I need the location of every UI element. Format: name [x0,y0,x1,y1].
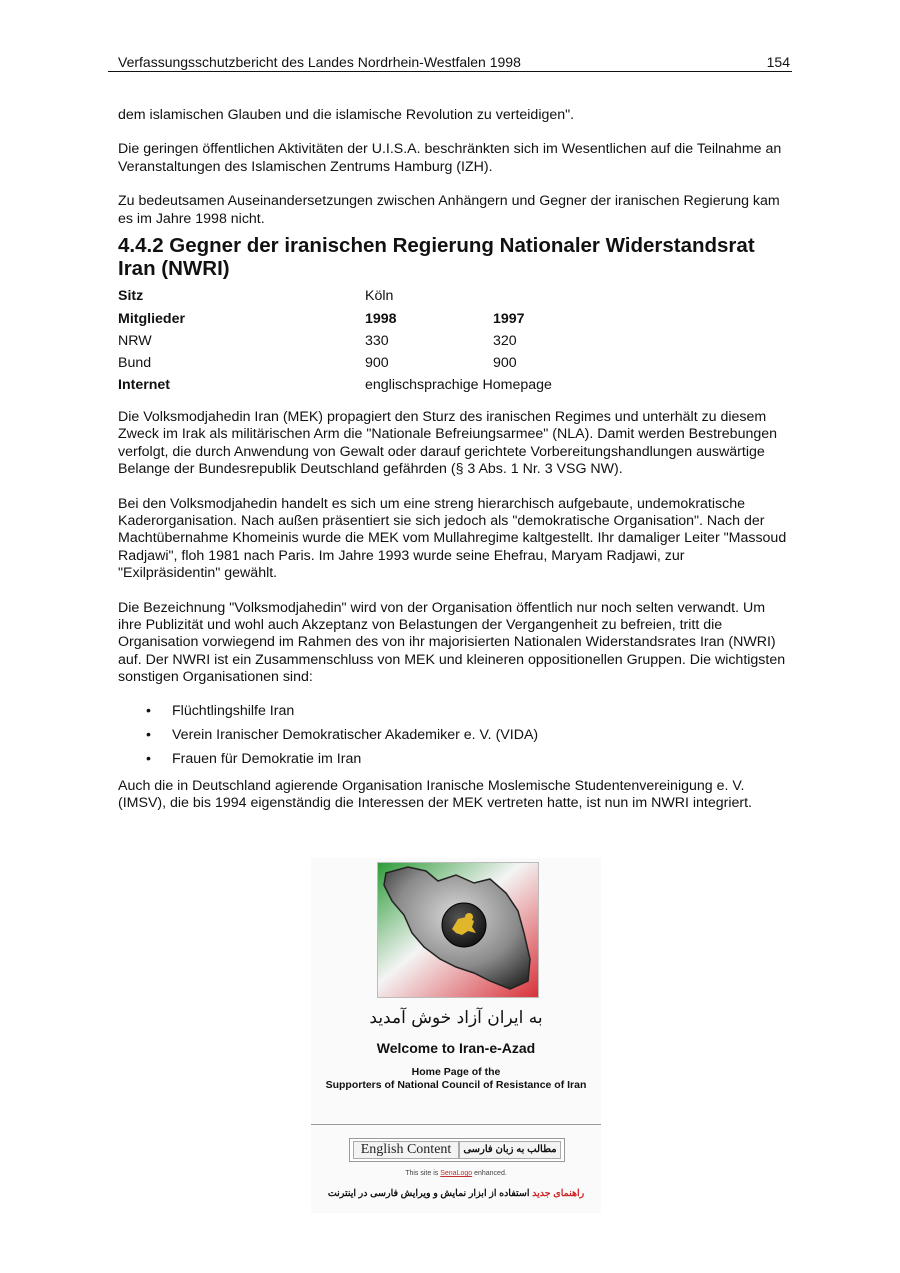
bund-1997-value: 900 [493,354,517,371]
paragraph: Die Bezeichnung "Volksmodjahedin" wird von der Organisation öffentlich nur noch selten verwandt. Um ihre Publizität und wohl auch Akzeptanz von Belastungen der Vergangenheit zu befreien, tritt die Organisation vorwiegend im Rahmen des von ihr majorisierten Nationalen Widerstandsrates Iran (NWRI) auf. Der NWRI ist ein Zusammenschluss von MEK und kleineren oppositionellen Gruppen. Die wichtigsten sonstigen Organisationen sind: [118,599,786,686]
paragraph: Die Volksmodjahedin Iran (MEK) propagiert den Sturz des iranischen Regimes und unterhält zu diesem Zweck im Irak als militärischen Arm die "Nationale Befreiungsarmee" (NLA). Damit werden Bestrebungen verfolgt, die durch Anwendung von Gewalt oder darauf gerichtete Vorbereitungshandlungen auswärtige Belange der Bundesrepublik Deutschland gefährden (§ 3 Abs. 1 Nr. 3 VSG NW). [118,408,778,478]
page-number: 154 [766,54,790,70]
enhanced-suffix: enhanced. [474,1170,507,1177]
nrw-1997-value: 320 [493,332,517,349]
guide-text: استفاده از ابزار نمایش و ویرایش فارسی در اینترنت [327,1188,530,1199]
mitglieder-label: Mitglieder [118,310,186,327]
persian-guide-line [311,1188,601,1199]
sitz-label: Sitz [118,288,144,305]
enhanced-prefix: This site is [405,1170,439,1177]
sitz-value: Köln [365,288,394,305]
bullet: • [146,702,151,719]
iran-map-logo [377,862,539,998]
english-content-button[interactable]: English Content [353,1141,459,1159]
homepage-line: Supporters of National Council of Resistance of Iran [325,1079,587,1091]
internet-value: englischsprachige Homepage [365,377,552,394]
list-item [118,747,790,771]
year-1997-header: 1997 [493,310,525,327]
persian-welcome-text: به ایران آزاد خوش آمدید [369,1008,543,1028]
new-guide-link[interactable]: راهنمای جدید [532,1188,585,1199]
language-button-bar [349,1138,565,1162]
divider [311,1124,601,1125]
list-item-text: Frauen für Demokratie im Iran [172,750,362,767]
persian-content-button[interactable]: مطالب به زبان فارسی [459,1141,561,1159]
table-row [118,353,693,375]
bullet: • [146,750,151,767]
list-item [118,723,790,747]
paragraph: Die geringen öffentlichen Aktivitäten der U.I.S.A. beschränkten sich im Wesentlichen auf die Teilnahme an Veranstaltungen des Islamischen Zentrums Hamburg (IZH). [118,141,782,175]
homepage-line: Home Page of the [411,1066,501,1078]
page-header [118,53,790,71]
paragraph: dem islamischen Glauben und die islamische Revolution zu verteidigen". [118,107,575,123]
iran-map-icon [378,863,538,997]
nrw-1998-value: 330 [365,332,389,349]
table-row [118,375,693,397]
list-item [118,699,790,723]
table-row [118,330,693,352]
table-row [118,286,693,308]
website-screenshot [311,858,601,1213]
nrw-label: NRW [118,332,152,349]
paragraph: Auch die in Deutschland agierende Organisation Iranische Moslemische Studentenvereinigung e. V. (IMSV), die bis 1994 eigenständig die Interessen der MEK vertreten hatte, ist nun im NWRI integriert. [118,777,753,812]
section-heading: 4.4.2 Gegner der iranischen Regierung Nationaler Widerstandsrat Iran (NWRI) [118,234,755,281]
bund-1998-value: 900 [365,354,389,371]
organisation-list [118,699,790,771]
bund-label: Bund [118,354,152,371]
homepage-subtitle [311,1066,601,1092]
bullet: • [146,726,151,743]
facts-table [118,286,693,397]
year-1998-header: 1998 [365,310,397,327]
header-rule [108,71,792,72]
table-row [118,308,693,330]
paragraph: Zu bedeutsamen Auseinandersetzungen zwischen Anhängern und Gegner der iranischen Regierung kam es im Jahre 1998 nicht. [118,193,780,227]
enhanced-note [311,1170,601,1177]
internet-label: Internet [118,377,171,394]
enhanced-link[interactable]: SenaLogo [440,1170,473,1177]
list-item-text: Verein Iranischer Demokratischer Akademiker e. V. (VIDA) [172,726,539,743]
paragraph: Bei den Volksmodjahedin handelt es sich um eine streng hierarchisch aufgebaute, undemokratische Kaderorganisation. Nach außen präsentiert sie sich jedoch als "demokratische Organisation". Nach der Machtübernahme Khomeinis wurde die MEK vom Mullahregime kaltgestellt. Ihr damaliger Leiter "Massoud Radjawi", floh 1981 nach Paris. Im Jahre 1993 wurde seine Ehefrau, Maryam Radjawi, zur "Exilpräsidentin" gewählt. [118,495,787,582]
header-title: Verfassungsschutzbericht des Landes Nordrhein-Westfalen 1998 [118,54,521,70]
welcome-heading: Welcome to Iran-e-Azad [376,1040,536,1056]
page-body [118,107,790,829]
list-item-text: Flüchtlingshilfe Iran [172,702,295,719]
